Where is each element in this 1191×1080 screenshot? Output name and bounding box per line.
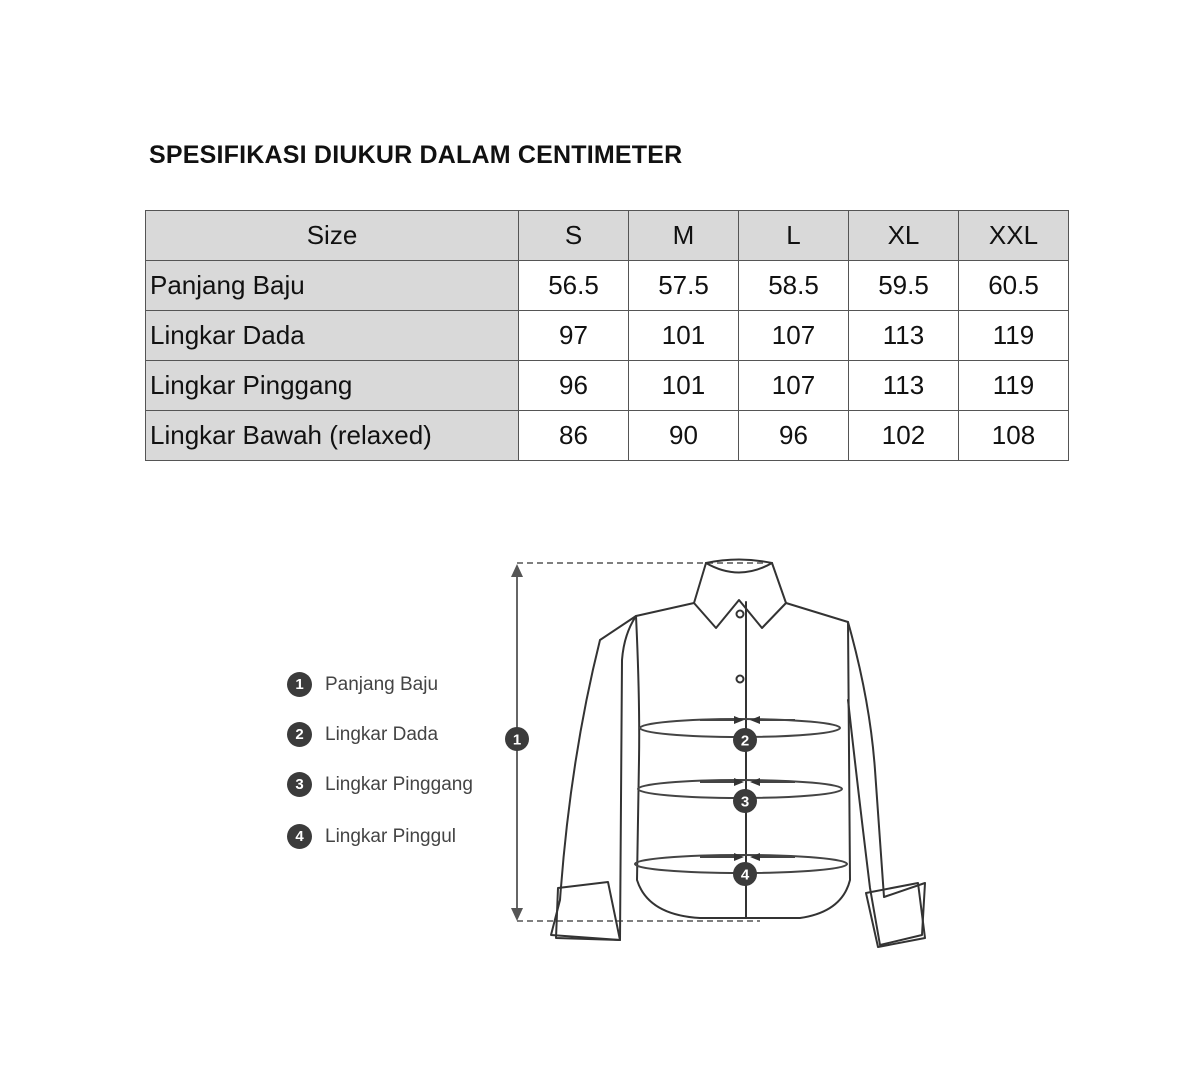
button-icon xyxy=(737,676,744,683)
table-cell: 57.5 xyxy=(629,261,739,311)
row-label: Lingkar Dada xyxy=(146,311,519,361)
page-title: SPESIFIKASI DIUKUR DALAM CENTIMETER xyxy=(149,141,683,169)
table-cell: 119 xyxy=(959,361,1069,411)
table-cell: 96 xyxy=(519,361,629,411)
diagram-badge-4 xyxy=(733,862,757,886)
header-s: S xyxy=(519,211,629,261)
table-cell: 107 xyxy=(739,361,849,411)
table-cell: 113 xyxy=(849,361,959,411)
header-xl: XL xyxy=(849,211,959,261)
row-label: Lingkar Pinggang xyxy=(146,361,519,411)
badge-number: 4 xyxy=(740,866,750,884)
table-cell: 113 xyxy=(849,311,959,361)
header-l: L xyxy=(739,211,849,261)
header-size: Size xyxy=(146,211,519,261)
diagram-badge-1 xyxy=(505,727,529,751)
shirt-outline xyxy=(551,560,925,948)
legend-label: Lingkar Dada xyxy=(325,723,439,745)
number-badge-icon: 2 xyxy=(287,722,312,747)
row-label: Lingkar Bawah (relaxed) xyxy=(146,411,519,461)
legend-label: Lingkar Pinggul xyxy=(325,825,456,847)
table-cell: 58.5 xyxy=(739,261,849,311)
table-cell: 96 xyxy=(739,411,849,461)
table-cell: 108 xyxy=(959,411,1069,461)
header-m: M xyxy=(629,211,739,261)
table-cell: 101 xyxy=(629,361,739,411)
table-cell: 90 xyxy=(629,411,739,461)
legend-label: Panjang Baju xyxy=(325,673,439,695)
table-cell: 60.5 xyxy=(959,261,1069,311)
number-badge-icon: 3 xyxy=(287,772,312,797)
button-icon xyxy=(737,611,744,618)
left-cuff xyxy=(556,882,620,940)
table-cell: 102 xyxy=(849,411,959,461)
number-badge-icon: 4 xyxy=(287,824,312,849)
table-cell: 59.5 xyxy=(849,261,959,311)
legend-label: Lingkar Pinggang xyxy=(325,773,473,795)
header-xxl: XXL xyxy=(959,211,1069,261)
table-cell: 86 xyxy=(519,411,629,461)
arrow-down-icon xyxy=(511,908,523,921)
table-cell: 107 xyxy=(739,311,849,361)
badge-number: 1 xyxy=(512,731,522,749)
number-badge-icon: 1 xyxy=(287,672,312,697)
collar-neckline xyxy=(706,563,772,573)
right-sleeve xyxy=(786,603,925,945)
left-sleeve xyxy=(551,603,694,940)
badge-number: 2 xyxy=(740,732,750,750)
table-cell: 101 xyxy=(629,311,739,361)
badge-number: 3 xyxy=(740,793,750,811)
diagram-badge-3 xyxy=(733,789,757,813)
table-cell: 119 xyxy=(959,311,1069,361)
arrow-up-icon xyxy=(511,564,523,577)
table-cell: 97 xyxy=(519,311,629,361)
table-cell: 56.5 xyxy=(519,261,629,311)
diagram-badge-2 xyxy=(733,728,757,752)
row-label: Panjang Baju xyxy=(146,261,519,311)
